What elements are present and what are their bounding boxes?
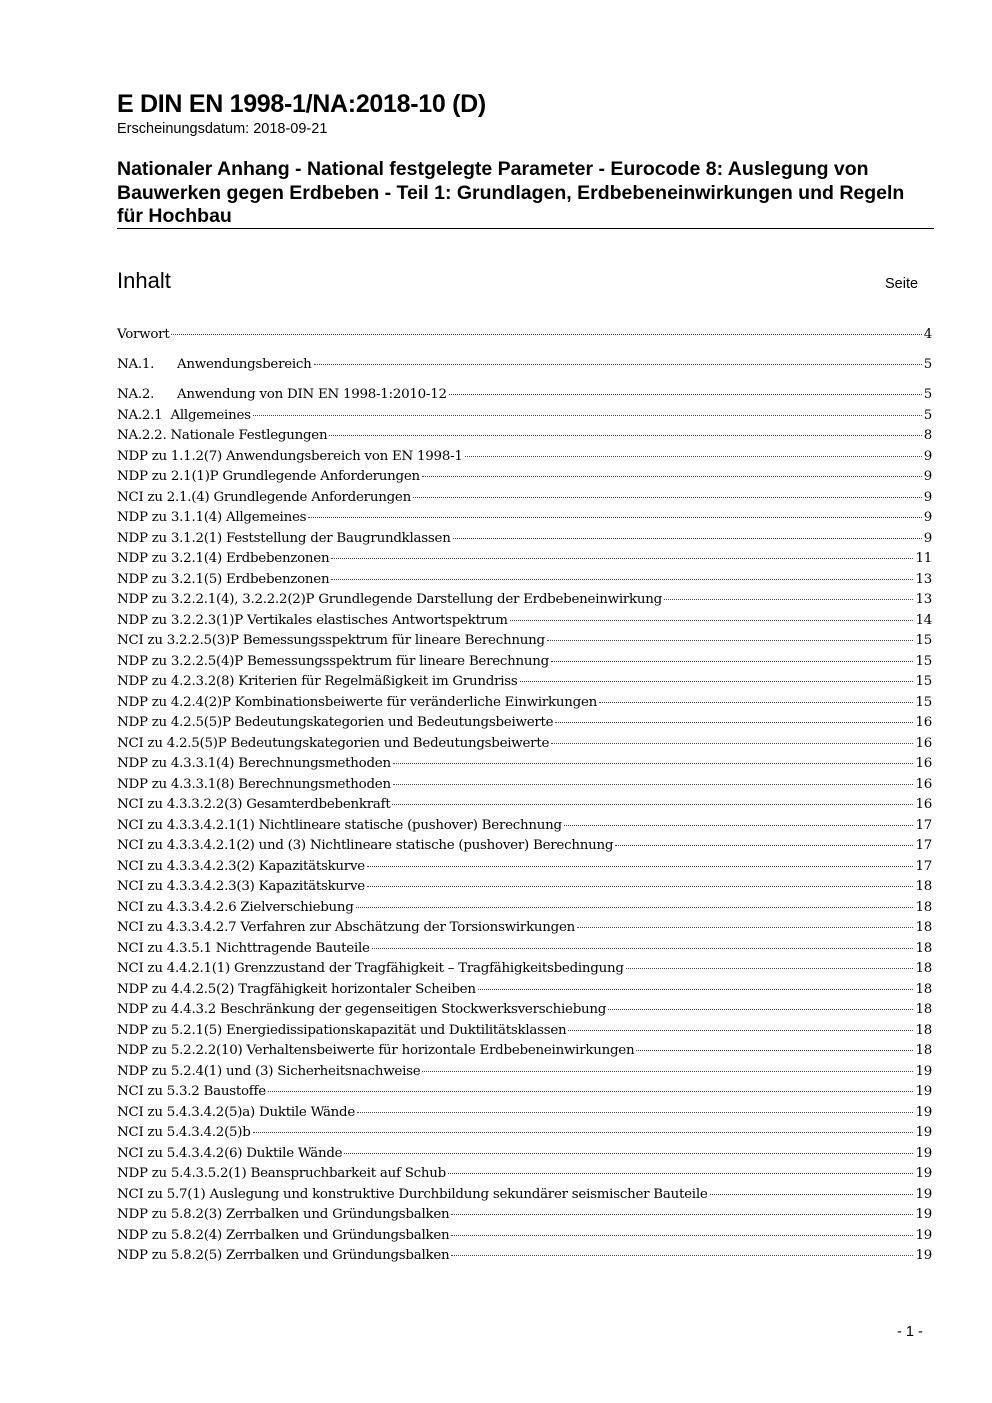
toc-dot-leader bbox=[710, 1194, 914, 1195]
toc-entry[interactable] bbox=[117, 631, 932, 652]
toc-dot-leader bbox=[449, 394, 922, 395]
toc-dot-leader bbox=[453, 538, 922, 539]
toc-entry-text: NDP zu 5.2.1(5) Energiedissipationskapazität und Duktilitätsklassen bbox=[117, 1022, 567, 1038]
toc-entry-page: 18 bbox=[915, 981, 932, 997]
toc-entry-label bbox=[117, 918, 575, 939]
toc-dot-leader bbox=[577, 927, 913, 928]
toc-entry[interactable] bbox=[117, 1185, 932, 1206]
toc-entry-label bbox=[117, 713, 553, 734]
toc-entry-page: 19 bbox=[915, 1125, 932, 1140]
toc-entry-text: NDP zu 1.1.2(7) Anwendungsbereich von EN 1998-1 bbox=[117, 448, 463, 464]
toc-entry[interactable] bbox=[117, 980, 932, 1001]
toc-entry-text: NCI zu 4.3.3.4.2.6 Zielverschiebung bbox=[117, 899, 354, 915]
toc-entry-text: NDP zu 4.2.3.2(8) Kriterien für Regelmäßigkeit im Grundriss bbox=[117, 674, 518, 689]
toc-entry-page: 18 bbox=[915, 1002, 932, 1017]
toc-entry-label bbox=[117, 672, 518, 693]
toc-dot-leader bbox=[253, 1132, 914, 1133]
toc-entry[interactable] bbox=[117, 590, 932, 611]
toc-dot-leader bbox=[392, 804, 913, 805]
toc-entry-page: 18 bbox=[915, 1022, 932, 1038]
toc-entry[interactable] bbox=[117, 447, 932, 468]
toc-entry-text: NDP zu 4.4.2.5(2) Tragfähigkeit horizontaler Scheiben bbox=[117, 981, 476, 997]
toc-entry-page: 5 bbox=[923, 407, 932, 423]
toc-entry[interactable] bbox=[117, 488, 932, 509]
toc-entry-label bbox=[117, 467, 420, 488]
toc-entry-text: NCI zu 5.4.3.4.2(5)a) Duktile Wände bbox=[117, 1104, 356, 1120]
toc-entry-label bbox=[117, 529, 451, 550]
toc-entry-text: NDP zu 3.1.2(1) Feststellung der Baugrundklassen bbox=[117, 530, 451, 546]
toc-entry-label bbox=[117, 631, 545, 652]
toc-entry-label bbox=[117, 959, 624, 980]
toc-entry[interactable] bbox=[117, 1246, 932, 1267]
toc-entry-page: 18 bbox=[915, 940, 932, 956]
toc-entry-text: NCI zu 4.3.3.4.2.1(2) und (3) Nichtlineare statische (pushover) Berechnung bbox=[117, 838, 614, 853]
toc-entry[interactable] bbox=[117, 467, 932, 488]
toc-entry-page: 16 bbox=[915, 776, 932, 792]
toc-entry-page: 19 bbox=[915, 1145, 932, 1161]
toc-dot-leader bbox=[478, 989, 914, 990]
toc-entry-text: NDP zu 5.8.2(5) Zerrbalken und Gründungsbalken bbox=[117, 1248, 450, 1263]
toc-entry[interactable] bbox=[117, 857, 932, 878]
toc-dot-leader bbox=[551, 743, 913, 744]
toc-dot-leader bbox=[510, 620, 914, 621]
toc-entry[interactable] bbox=[117, 1062, 932, 1083]
toc-entry-label bbox=[117, 898, 354, 919]
toc-entry-label bbox=[117, 1246, 449, 1267]
toc-entry-text: NDP zu 4.3.3.1(8) Berechnungsmethoden bbox=[117, 776, 391, 792]
toc-entry-number: NA.2. bbox=[117, 387, 155, 402]
toc-entry-text: Anwendung von DIN EN 1998-1:2010-12 bbox=[177, 387, 447, 402]
subtitle-line-2: Bauwerken gegen Erdbeben - Teil 1: Grundlagen, Erdbebeneinwirkungen und Regeln bbox=[117, 181, 905, 204]
toc-entry-page: 19 bbox=[915, 1084, 932, 1099]
document-subtitle bbox=[117, 158, 947, 229]
toc-entry[interactable] bbox=[117, 355, 932, 376]
toc-entry[interactable] bbox=[117, 1144, 932, 1165]
toc-entry[interactable] bbox=[117, 939, 932, 960]
toc-entry-text: NCI zu 4.3.5.1 Nichttragende Bauteile bbox=[117, 940, 370, 956]
toc-entry-label bbox=[117, 611, 508, 632]
toc-dot-leader bbox=[608, 1009, 913, 1010]
toc-dot-leader bbox=[344, 1153, 913, 1154]
toc-entry[interactable] bbox=[117, 795, 932, 816]
toc-entry-text: NDP zu 5.2.2.2(10) Verhaltensbeiwerte für horizontale Erdbebeneinwirkungen bbox=[117, 1043, 635, 1058]
toc-entry[interactable] bbox=[117, 1226, 932, 1247]
toc-entry-text: NDP zu 5.2.4(1) und (3) Sicherheitsnachweise bbox=[117, 1063, 421, 1079]
toc-entry[interactable] bbox=[117, 877, 932, 898]
toc-entry-page: 13 bbox=[915, 592, 932, 607]
toc-entry-label bbox=[117, 1082, 266, 1103]
toc-dot-leader bbox=[615, 845, 913, 846]
toc-entry-page: 14 bbox=[915, 612, 932, 628]
toc-dot-leader bbox=[367, 866, 914, 867]
toc-entry-page: 18 bbox=[915, 899, 932, 915]
toc-entry-page: 15 bbox=[915, 674, 932, 689]
toc-entry[interactable] bbox=[117, 1205, 932, 1226]
toc-entry-text: NDP zu 2.1(1)P Grundlegende Anforderungen bbox=[117, 469, 420, 484]
toc-entry-text: NDP zu 4.4.3.2 Beschränkung der gegenseitigen Stockwerksverschiebung bbox=[117, 1002, 607, 1017]
toc-dot-leader bbox=[448, 1173, 914, 1174]
toc-entry[interactable] bbox=[117, 426, 932, 447]
toc-entry-text: Vorwort bbox=[117, 327, 170, 342]
toc-entry[interactable] bbox=[117, 1082, 932, 1103]
toc-entry-label bbox=[117, 857, 365, 878]
toc-dot-leader bbox=[564, 825, 914, 826]
toc-entry-page: 19 bbox=[915, 1063, 932, 1079]
toc-dot-leader bbox=[393, 784, 914, 785]
toc-dot-leader bbox=[451, 1235, 913, 1236]
toc-entry-text: NCI zu 3.2.2.5(3)P Bemessungsspektrum für lineare Berechnung bbox=[117, 633, 545, 648]
toc-entry[interactable] bbox=[117, 652, 932, 673]
page-column-label: Seite bbox=[885, 276, 919, 292]
toc-entry-text: NCI zu 4.3.3.2.2(3) Gesamterdbebenkraft bbox=[117, 797, 391, 812]
toc-entry-page: 19 bbox=[915, 1227, 932, 1243]
toc-dot-leader bbox=[547, 640, 914, 641]
toc-dot-leader bbox=[636, 1050, 913, 1051]
page-number: - 1 - bbox=[897, 1324, 923, 1340]
toc-entry[interactable] bbox=[117, 1103, 932, 1124]
toc-dot-leader bbox=[253, 415, 922, 416]
toc-dot-leader bbox=[626, 968, 914, 969]
toc-entry[interactable] bbox=[117, 959, 932, 980]
toc-entry-text: NDP zu 3.2.1(5) Erdbebenzonen bbox=[117, 571, 330, 587]
document-title: E DIN EN 1998-1/NA:2018-10 (D) bbox=[117, 90, 486, 118]
toc-entry-page: 16 bbox=[915, 797, 932, 812]
toc-entry[interactable] bbox=[117, 713, 932, 734]
toc-entry-text: NDP zu 4.3.3.1(4) Berechnungsmethoden bbox=[117, 756, 391, 771]
toc-entry-label bbox=[117, 816, 562, 837]
toc-entry-page: 11 bbox=[915, 551, 932, 566]
toc-entry-label bbox=[117, 447, 463, 468]
toc-dot-leader bbox=[451, 1255, 913, 1256]
toc-entry-text: NDP zu 3.1.1(4) Allgemeines bbox=[117, 510, 307, 525]
toc-entry-page: 19 bbox=[915, 1104, 932, 1120]
toc-entry-page: 9 bbox=[923, 489, 932, 505]
toc-entry-page: 16 bbox=[915, 756, 932, 771]
toc-entry-text: Anwendungsbereich bbox=[177, 357, 312, 372]
toc-entry-text: NDP zu 5.4.3.5.2(1) Beanspruchbarkeit auf Schub bbox=[117, 1166, 446, 1181]
toc-entry-text: NCI zu 4.3.3.4.2.3(3) Kapazitätskurve bbox=[117, 879, 365, 894]
toc-entry-label bbox=[117, 775, 391, 796]
toc-entry[interactable] bbox=[117, 754, 932, 775]
toc-entry-text: NCI zu 5.4.3.4.2(6) Duktile Wände bbox=[117, 1145, 343, 1161]
toc-entry-page: 19 bbox=[915, 1248, 932, 1263]
toc-entry-label bbox=[117, 693, 597, 714]
toc-entry-label bbox=[117, 1144, 342, 1165]
toc-entry[interactable] bbox=[117, 406, 932, 427]
toc-entry-label bbox=[117, 754, 391, 775]
toc-entry-label bbox=[117, 795, 390, 816]
toc-dot-leader bbox=[356, 907, 914, 908]
toc-entry-label bbox=[117, 1123, 251, 1144]
table-of-contents bbox=[117, 325, 932, 1267]
toc-entry-number: NA.1. bbox=[117, 357, 155, 372]
toc-dot-leader bbox=[451, 1214, 913, 1215]
toc-entry[interactable] bbox=[117, 570, 932, 591]
toc-entry-text: NDP zu 5.8.2(4) Zerrbalken und Gründungsbalken bbox=[117, 1227, 450, 1243]
toc-entry-label bbox=[117, 1000, 606, 1021]
toc-entry-label bbox=[117, 1185, 708, 1206]
toc-entry-page: 16 bbox=[915, 715, 932, 730]
toc-entry-text: NA.2.2. Nationale Festlegungen bbox=[117, 428, 328, 443]
toc-entry-text: NDP zu 4.2.4(2)P Kombinationsbeiwerte für veränderliche Einwirkungen bbox=[117, 694, 597, 710]
toc-entry-page: 19 bbox=[915, 1166, 932, 1181]
toc-entry-text: NDP zu 3.2.2.5(4)P Bemessungsspektrum für lineare Berechnung bbox=[117, 653, 549, 669]
toc-entry[interactable] bbox=[117, 325, 932, 346]
toc-entry[interactable] bbox=[117, 508, 932, 529]
toc-entry-label bbox=[117, 355, 312, 376]
toc-dot-leader bbox=[367, 886, 914, 887]
toc-entry-text: NCI zu 4.4.2.1(1) Grenzzustand der Tragfähigkeit – Tragfähigkeitsbedingung bbox=[117, 961, 624, 976]
toc-entry-text: NDP zu 3.2.1(4) Erdbebenzonen bbox=[117, 551, 330, 566]
toc-entry-page: 16 bbox=[915, 735, 932, 751]
toc-entry[interactable] bbox=[117, 672, 932, 693]
toc-entry-page: 17 bbox=[915, 838, 932, 853]
toc-entry-page: 19 bbox=[915, 1207, 932, 1222]
toc-entry-label bbox=[117, 877, 365, 898]
toc-entry-text: NCI zu 4.2.5(5)P Bedeutungskategorien und Bedeutungsbeiwerte bbox=[117, 735, 550, 751]
toc-entry-label bbox=[117, 325, 169, 346]
toc-dot-leader bbox=[329, 435, 921, 436]
toc-entry-page: 9 bbox=[923, 510, 932, 525]
toc-entry[interactable] bbox=[117, 1021, 932, 1042]
toc-entry[interactable] bbox=[117, 816, 932, 837]
toc-entry-text: NCI zu 5.3.2 Baustoffe bbox=[117, 1084, 266, 1099]
toc-entry-label bbox=[117, 385, 447, 406]
toc-entry-page: 18 bbox=[915, 920, 932, 935]
toc-dot-leader bbox=[568, 1030, 913, 1031]
toc-entry[interactable] bbox=[117, 385, 932, 406]
toc-entry-label bbox=[117, 980, 476, 1001]
toc-entry-label bbox=[117, 1226, 449, 1247]
toc-entry-label bbox=[117, 1062, 420, 1083]
toc-entry[interactable] bbox=[117, 898, 932, 919]
toc-entry-text: NDP zu 5.8.2(3) Zerrbalken und Gründungsbalken bbox=[117, 1207, 450, 1222]
toc-entry-text: NCI zu 5.7(1) Auslegung und konstruktive Durchbildung sekundärer seismischer Bauteile bbox=[117, 1186, 708, 1202]
toc-entry[interactable] bbox=[117, 1123, 932, 1144]
toc-entry-page: 5 bbox=[923, 387, 932, 402]
toc-entry-label bbox=[117, 1041, 634, 1062]
toc-entry-text: NA.2.1 Allgemeines bbox=[117, 407, 251, 423]
toc-dot-leader bbox=[331, 558, 913, 559]
toc-dot-leader bbox=[422, 1071, 913, 1072]
toc-entry[interactable] bbox=[117, 611, 932, 632]
toc-entry[interactable] bbox=[117, 918, 932, 939]
title-divider bbox=[117, 228, 934, 229]
toc-entry-label bbox=[117, 939, 370, 960]
toc-entry-page: 17 bbox=[915, 817, 932, 833]
toc-entry-label bbox=[117, 590, 662, 611]
toc-dot-leader bbox=[465, 456, 922, 457]
toc-entry-text: NDP zu 3.2.2.1(4), 3.2.2.2(2)P Grundlegende Darstellung der Erdbebeneinwirkung bbox=[117, 592, 662, 607]
toc-entry-page: 15 bbox=[915, 694, 932, 710]
toc-dot-leader bbox=[555, 722, 913, 723]
toc-entry-label bbox=[117, 1021, 566, 1042]
toc-entry[interactable] bbox=[117, 549, 932, 570]
toc-dot-leader bbox=[314, 364, 922, 365]
toc-entry[interactable] bbox=[117, 1041, 932, 1062]
toc-entry-label bbox=[117, 406, 251, 427]
toc-dot-leader bbox=[413, 497, 922, 498]
toc-entry-page: 9 bbox=[923, 469, 932, 484]
toc-entry-label bbox=[117, 426, 327, 447]
toc-entry-text: NDP zu 3.2.2.3(1)P Vertikales elastisches Antwortspektrum bbox=[117, 612, 508, 628]
toc-entry[interactable] bbox=[117, 734, 932, 755]
toc-entry-label bbox=[117, 1164, 446, 1185]
toc-entry[interactable] bbox=[117, 1164, 932, 1185]
toc-dot-leader bbox=[422, 476, 922, 477]
toc-entry-page: 19 bbox=[915, 1186, 932, 1202]
toc-entry-page: 13 bbox=[915, 571, 932, 587]
toc-entry[interactable] bbox=[117, 693, 932, 714]
toc-entry-page: 17 bbox=[915, 858, 932, 874]
toc-entry-text: NCI zu 2.1.(4) Grundlegende Anforderungen bbox=[117, 489, 411, 505]
toc-entry-label bbox=[117, 570, 329, 591]
toc-entry-label bbox=[117, 734, 549, 755]
toc-entry-label bbox=[117, 836, 613, 857]
toc-dot-leader bbox=[171, 334, 921, 335]
toc-entry-text: NCI zu 5.4.3.4.2(5)b bbox=[117, 1125, 251, 1140]
toc-dot-leader bbox=[268, 1091, 914, 1092]
toc-entry-text: NCI zu 4.3.3.4.2.3(2) Kapazitätskurve bbox=[117, 858, 365, 874]
toc-entry-label bbox=[117, 549, 329, 570]
toc-entry-page: 5 bbox=[923, 357, 932, 372]
toc-entry-page: 18 bbox=[915, 961, 932, 976]
toc-dot-leader bbox=[331, 579, 913, 580]
toc-dot-leader bbox=[393, 763, 914, 764]
toc-entry[interactable] bbox=[117, 775, 932, 796]
toc-entry-page: 8 bbox=[923, 428, 932, 443]
toc-entry-text: NDP zu 4.2.5(5)P Bedeutungskategorien und Bedeutungsbeiwerte bbox=[117, 715, 554, 730]
subtitle-line-1: Nationaler Anhang - National festgelegte Parameter - Eurocode 8: Auslegung von bbox=[117, 158, 869, 180]
toc-entry-label bbox=[117, 1103, 355, 1124]
toc-dot-leader bbox=[551, 661, 913, 662]
toc-dot-leader bbox=[599, 702, 913, 703]
toc-entry-page: 18 bbox=[915, 879, 932, 894]
toc-heading: Inhalt bbox=[117, 268, 171, 293]
toc-entry-label bbox=[117, 1205, 449, 1226]
toc-entry-text: NCI zu 4.3.3.4.2.7 Verfahren zur Abschätzung der Torsionswirkungen bbox=[117, 920, 576, 935]
toc-entry-page: 15 bbox=[915, 653, 932, 669]
toc-dot-leader bbox=[520, 681, 914, 682]
toc-entry-label bbox=[117, 508, 306, 529]
toc-entry-page: 9 bbox=[923, 448, 932, 464]
toc-dot-leader bbox=[664, 599, 914, 600]
publication-date: Erscheinungsdatum: 2018-09-21 bbox=[117, 121, 328, 137]
toc-dot-leader bbox=[357, 1112, 913, 1113]
toc-entry-text: NCI zu 4.3.3.4.2.1(1) Nichtlineare statische (pushover) Berechnung bbox=[117, 817, 562, 833]
toc-entry-page: 4 bbox=[923, 327, 932, 342]
toc-entry-page: 15 bbox=[915, 633, 932, 648]
toc-dot-leader bbox=[372, 948, 914, 949]
toc-entry-label bbox=[117, 488, 411, 509]
toc-entry-page: 9 bbox=[923, 530, 932, 546]
toc-entry-label bbox=[117, 652, 549, 673]
subtitle-line-3: für Hochbau bbox=[117, 205, 232, 227]
toc-entry-page: 18 bbox=[915, 1043, 932, 1058]
toc-dot-leader bbox=[308, 517, 921, 518]
toc-entry[interactable] bbox=[117, 836, 932, 857]
toc-entry[interactable] bbox=[117, 529, 932, 550]
toc-entry[interactable] bbox=[117, 1000, 932, 1021]
